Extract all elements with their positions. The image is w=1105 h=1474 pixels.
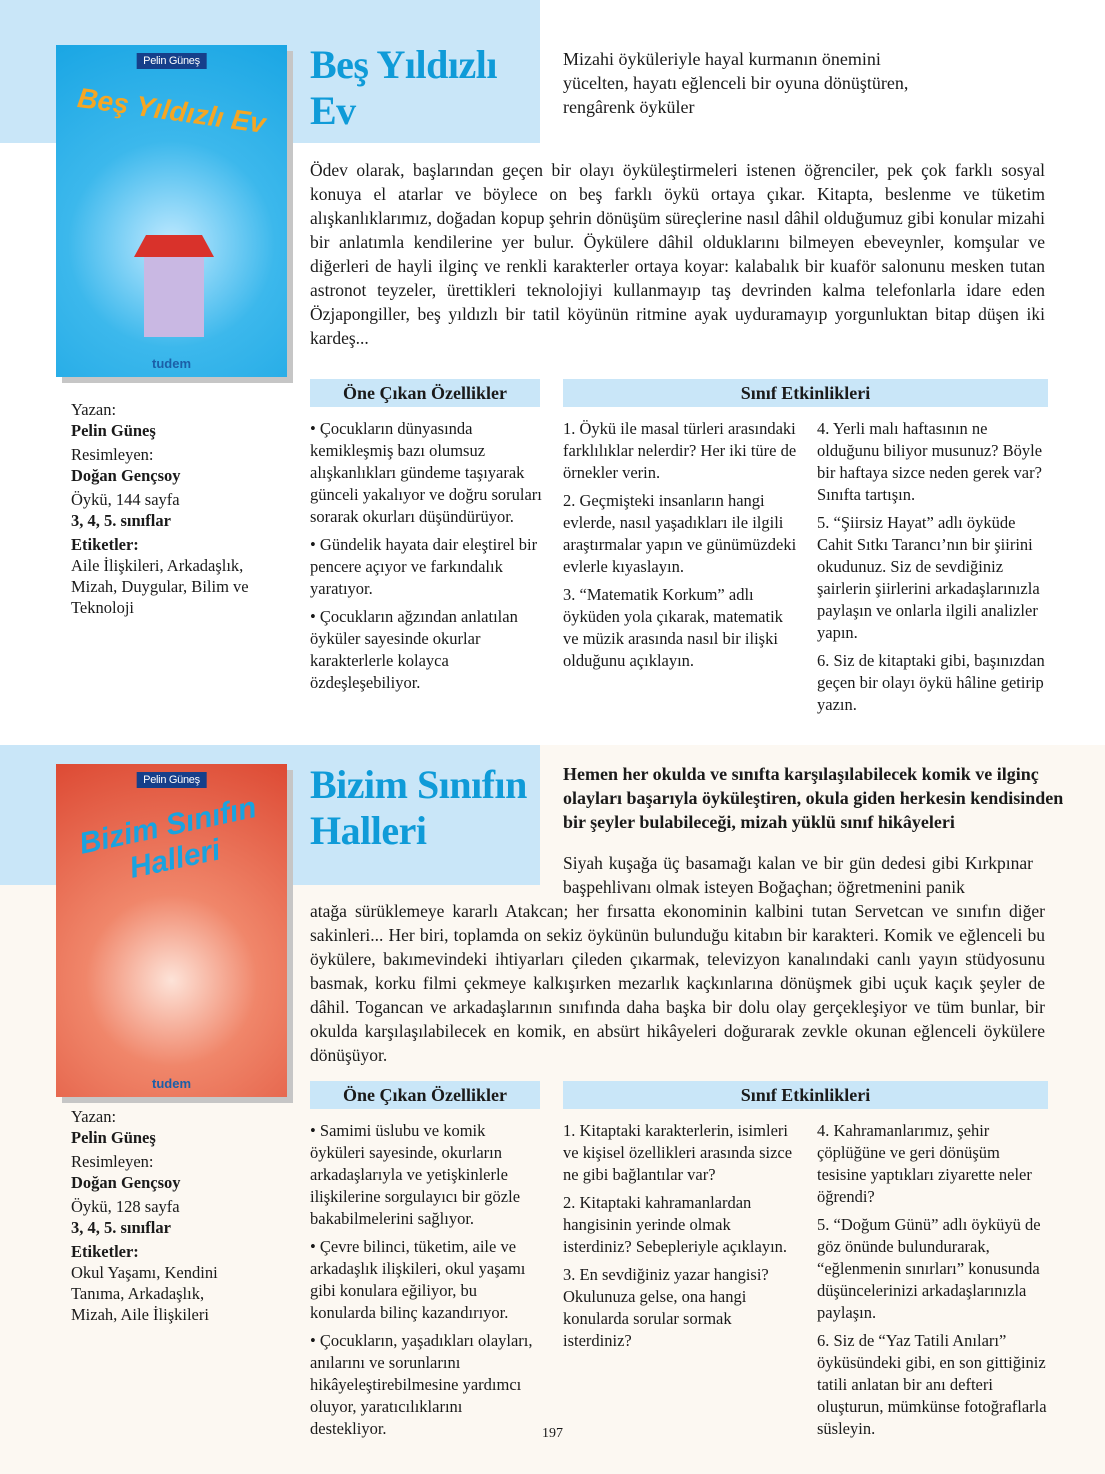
cover-publisher: tudem — [152, 1076, 191, 1091]
features-list — [310, 418, 542, 700]
tags-label: Etiketler: — [71, 535, 139, 554]
illustrator: Doğan Gençsoy — [71, 466, 181, 485]
grades: 3, 4, 5. sınıflar — [71, 511, 171, 530]
house-body — [144, 257, 204, 337]
author-label: Yazan: — [71, 1107, 117, 1126]
author: Pelin Güneş — [71, 1128, 156, 1147]
activity-item: 6. Siz de “Yaz Tatili Anıları” öyküsündeki gibi, en son gittiğiniz tatili anlatan bir anı defteri oluşturun, mümkünse fotoğraflarla süsleyin. — [817, 1331, 1047, 1438]
cover-title: Beş Yıldızlı Ev — [75, 81, 268, 140]
activities-col-2 — [817, 1120, 1052, 1446]
activities-col-1 — [563, 1120, 798, 1358]
activity-item: 2. Kitaptaki kahramanlardan hangisinin yerinde olmak isterdiniz? Sebepleriyle açıklayın. — [563, 1193, 788, 1256]
illustrator-label: Resimleyen: — [71, 445, 154, 464]
grades: 3, 4, 5. sınıflar — [71, 1218, 171, 1237]
illustrator-label: Resimleyen: — [71, 1152, 154, 1171]
book-cover-bes-yildizli-ev — [56, 45, 287, 377]
activity-item: 6. Siz de kitaptaki gibi, başınızdan geçen bir olayı öykü hâline getirip yazın. — [817, 651, 1045, 714]
book-meta — [71, 1106, 281, 1325]
cover-publisher: tudem — [152, 356, 191, 371]
activities-header: Sınıf Etkinlikleri — [563, 379, 1048, 407]
house-roof — [134, 235, 214, 257]
illustrator: Doğan Gençsoy — [71, 1173, 181, 1192]
book-tagline: Mizahi öyküleriyle hayal kurmanın önemini yücelten, hayatı eğlenceli bir oyuna dönüştüren, rengârenk öyküler — [563, 49, 909, 117]
features-header: Öne Çıkan Özellikler — [310, 379, 540, 407]
activities-header: Sınıf Etkinlikleri — [563, 1081, 1048, 1109]
activity-item: 4. Yerli malı haftasının ne olduğunu biliyor musunuz? Böyle bir haftaya sizce neden gerek var? Sınıfta tartışın. — [817, 419, 1043, 504]
book-tagline: Hemen her okulda ve sınıfta karşılaşılabilecek komik ve ilginç olayları başarıyla öyküleştiren, okula giden herkesin kendisinden bir şeyler bulabileceği, mizah yüklü sınıf hikâyeleri — [563, 764, 1064, 832]
activity-item: 1. Öykü ile masal türleri arasındaki farklılıklar nelerdir? Her iki türe de örnekler verin. — [563, 419, 797, 482]
activities-col-1 — [563, 418, 798, 678]
tags: Okul Yaşamı, Kendini Tanıma, Arkadaşlık, Mizah, Aile İlişkileri — [71, 1263, 218, 1324]
page-number: 197 — [542, 1426, 563, 1441]
book-title: Beş Yıldızlı Ev — [310, 42, 497, 133]
cover-author: Pelin Güneş — [136, 53, 207, 69]
book-meta — [71, 399, 281, 618]
features-list — [310, 1120, 542, 1446]
tags: Aile İlişkileri, Arkadaşlık, Mizah, Duygular, Bilim ve Teknoloji — [71, 556, 249, 617]
feature-item: • Çocukların, yaşadıkları olayları, anılarını ve sorunlarını hikâyeleştirebilmesine yardımcı oluyor, yaratıcılıklarını destekliyor. — [310, 1331, 533, 1438]
book-description-part-1: Siyah kuşağa üç basamağı kalan ve bir gün dedesi gibi Kırkpınar başpehlivanı olmak isteyen Boğaçhan; öğretmenini panik — [563, 853, 1033, 897]
feature-item: • Samimi üslubu ve komik öyküleri sayesinde, okurların arkadaşlarıyla ve yetişkinlerle ilişkilerine sorgulayıcı bir gözle bakabilmelerini sağlıyor. — [310, 1121, 521, 1228]
activity-item: 4. Kahramanlarımız, şehir çöplüğüne ve geri dönüşüm tesisine yaptıkları ziyarette neler öğrendi? — [817, 1121, 1032, 1206]
activity-item: 2. Geçmişteki insanların hangi evlerde, nasıl yaşadıkları ile ilgili araştırmalar yapın ve günümüzdeki evlerle kıyaslayın. — [563, 491, 797, 576]
book-cover-bizim-sinifin-halleri — [56, 764, 287, 1097]
cover-title: Bizim Sınıfın Halleri — [76, 791, 260, 885]
tags-label: Etiketler: — [71, 1242, 139, 1261]
format: Öykü, 128 sayfa — [71, 1197, 180, 1216]
book-title: Bizim Sınıfın Halleri — [310, 762, 527, 853]
feature-item: • Çevre bilinci, tüketim, aile ve arkadaşlık ilişkileri, okul yaşamı gibi konulara eğiliyor, bu konularda bilinç kazandırıyor. — [310, 1237, 526, 1322]
activity-item: 5. “Şiirsiz Hayat” adlı öyküde Cahit Sıtkı Tarancı’nın bir şiirini okudunuz. Siz de sevdiğiniz şairlerin şiirlerini arkadaşlarınızla paylaşın ve onlarla ilgili analizler yapın. — [817, 513, 1040, 642]
activity-item: 3. En sevdiğiniz yazar hangisi? Okulunuza gelse, ona hangi konularda sorular sormak isterdiniz? — [563, 1265, 769, 1350]
author: Pelin Güneş — [71, 421, 156, 440]
book-description-part-2: atağa sürüklemeye kararlı Atakcan; her fırsatta ekonominin kalbini tutan Servetcan ve sınıfın diğer sakinleri... Her biri, toplamda on sekiz öykünün bulunduğu kitabın bir karakteri. Komik ve eğlenceli bu öykülere, bakımevindeki ihtiyarları çileden çıkarmak, televizyon kanalındaki canlı yayın stüdyosunu basmak, korku filmi çekmeye kalkışırken mezarlık kaçkınlarına dönüşmek gibi uçuk kaçık şeyler de dâhil. Togancan ve arkadaşlarının sınıfında daha başka bir dolu olay gerçekleşiyor ve tüm bunlar, bir okulda karşılaşılabilecek en komik, en absürt hikâyeleri doğurarak zevkle okunan eğlenceli öykülere dönüşüyor. — [310, 901, 1045, 1065]
features-header: Öne Çıkan Özellikler — [310, 1081, 540, 1109]
feature-item: • Çocukların dünyasında kemikleşmiş bazı olumsuz alışkanlıkları gündeme taşıyarak günceli yakalıyor ve doğru soruları sorarak okurları düşündürüyor. — [310, 419, 542, 526]
cover-author: Pelin Güneş — [136, 772, 207, 788]
format: Öykü, 144 sayfa — [71, 490, 180, 509]
activities-col-2 — [817, 418, 1049, 722]
feature-item: • Gündelik hayata dair eleştirel bir pencere açıyor ve farkındalık yaratıyor. — [310, 535, 538, 598]
activity-item: 1. Kitaptaki karakterlerin, isimleri ve kişisel özellikleri arasında sizce ne gibi bağlantılar var? — [563, 1121, 793, 1184]
author-label: Yazan: — [71, 400, 117, 419]
book-description: Ödev olarak, başlarından geçen bir olayı öyküleştirmeleri istenen öğrenciler, pek çok farklı sosyal konuya el atarlar ve böylece on beş farklı öykü ortaya çıkar. Kitapta, beslenme ve tüketim alışkanlıklarımız, doğadan kopup şehrin dönüşüm süreçlerine nasıl dâhil olduğumuz gibi konular mizahi bir anlatımla kendilerine yer bulur. Öykülere dâhil olduklarını bilmeyen ebeveynler, komşular ve diğerleri de hayli ilginç ve renkli karakterler ortaya koyar: kalabalık bir kuaför salonunu mesken tutan astronot teyzeler, ürettikleri teknolojiyi kullanmayıp taş devrinden kalma telefonlarla idare eden Özjapongiller, beş yıldızlı bir tatil köyünün ritmine ayak uyduramayıp yorgunluktan bitap düşen iki kardeş... — [310, 160, 1045, 348]
activity-item: 5. “Doğum Günü” adlı öyküyü de göz önünde bulundurarak, “eğlenmenin sınırları” konusunda düşüncelerinizi arkadaşlarınızla paylaşın. — [817, 1215, 1041, 1322]
activity-item: 3. “Matematik Korkum” adlı öyküden yola çıkarak, matematik ve müzik arasında nasıl bir ilişki olduğunu açıklayın. — [563, 585, 783, 670]
feature-item: • Çocukların ağzından anlatılan öyküler sayesinde okurlar karakterlerle kolayca özdeşleşebiliyor. — [310, 607, 518, 692]
